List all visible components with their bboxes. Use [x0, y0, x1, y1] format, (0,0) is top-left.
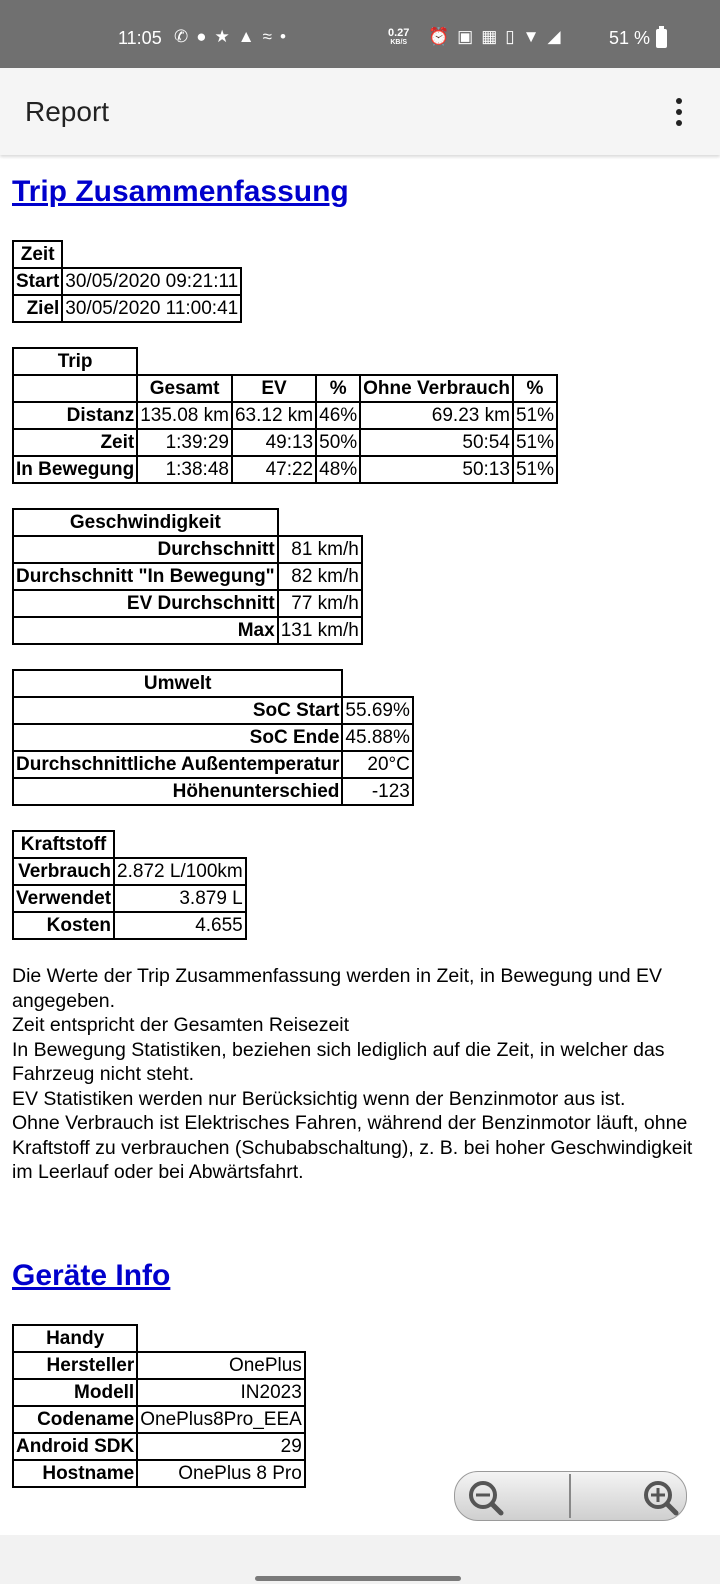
status-time: 11:05	[118, 28, 162, 48]
trip-header: Trip	[13, 348, 137, 375]
table-row: EV Durchschnitt 77 km/h	[13, 590, 362, 617]
environment-header: Umwelt	[13, 670, 342, 697]
status-bar	[0, 0, 720, 68]
table-row: Modell IN2023	[13, 1379, 305, 1406]
zoom-divider	[569, 1474, 571, 1518]
device-header: Handy	[13, 1325, 137, 1352]
battery-icon	[656, 29, 667, 48]
zeit-header: Zeit	[13, 241, 62, 268]
table-row: SoC Start 55.69%	[13, 697, 413, 724]
system-icons	[428, 27, 561, 47]
table-row: Zeit 1:39:29 49:13 50% 50:54 51%	[13, 429, 557, 456]
app-notification-icon: ★	[214, 27, 230, 46]
app-bar	[0, 68, 720, 155]
zeit-table	[12, 240, 242, 323]
environment-table	[12, 669, 414, 806]
table-row: Hostname OnePlus 8 Pro	[13, 1460, 305, 1487]
table-row: Kosten 4.655	[13, 912, 246, 939]
table-row: SoC Ende 45.88%	[13, 724, 413, 751]
table-row: Start 30/05/2020 09:21:11	[13, 268, 241, 295]
notification-icons	[174, 27, 286, 47]
report-content	[12, 175, 712, 1488]
more-notifications-dot-icon: •	[279, 27, 286, 46]
table-row: Max 131 km/h	[13, 617, 362, 644]
table-row: Verbrauch 2.872 L/100km	[13, 858, 246, 885]
alarm-icon: ⏰	[428, 27, 450, 46]
wifi-icon: ▼	[522, 27, 540, 46]
zoom-in-button[interactable]	[572, 1472, 686, 1520]
zoom-controls	[454, 1471, 687, 1521]
table-row: In Bewegung 1:38:48 47:22 48% 50:13 51%	[13, 456, 557, 483]
home-gesture-handle[interactable]	[255, 1576, 461, 1581]
page-title: Report	[25, 96, 110, 127]
network-speed: 0.27 KB/S	[388, 27, 410, 46]
speed-table	[12, 508, 363, 645]
table-row: Ziel 30/05/2020 11:00:41	[13, 295, 241, 322]
table-row: Höhenunterschied -123	[13, 778, 413, 805]
table-row: Durchschnitt 81 km/h	[13, 536, 362, 563]
speed-header: Geschwindigkeit	[13, 509, 278, 536]
table-row: Codename OnePlus8Pro_EEA	[13, 1406, 305, 1433]
zoom-out-button[interactable]	[455, 1472, 569, 1520]
trip-table	[12, 347, 558, 484]
device-table	[12, 1324, 306, 1488]
zoom-out-icon	[455, 1472, 569, 1520]
device-info-heading[interactable]: Geräte Info	[12, 1258, 171, 1292]
fuel-header: Kraftstoff	[13, 831, 114, 858]
whatsapp-icon: ✆	[174, 27, 189, 46]
table-row: Distanz 135.08 km 63.12 km 46% 69.23 km 51%	[13, 402, 557, 429]
table-row: Android SDK 29	[13, 1433, 305, 1460]
table-row: Durchschnitt "In Bewegung" 82 km/h	[13, 563, 362, 590]
table-row: Verwendet 3.879 L	[13, 885, 246, 912]
fuel-table	[12, 830, 247, 940]
zoom-in-icon	[572, 1472, 686, 1520]
vibrate-icon: ▯	[505, 27, 515, 46]
facebook-icon: ●	[196, 27, 207, 46]
trip-summary-description: Die Werte der Trip Zusammenfassung werden in Zeit, in Bewegung und EV angegeben. Zeit entspricht der Gesamten Reisezeit In Bewegung Statistiken, beziehen sich lediglich auf die Zeit, in welcher das Fahrzeug nicht steht. EV Statistiken werden nur Berücksichtig wenn der Benzinmotor aus ist. Ohne Verbrauch ist Elektrisches Fahren, während der Benzinmotor läuft, ohne Kraftstoff zu verbrauchen (Schubabschaltung), z. B. bei hoher Geschwindigkeit im Leerlauf oder bei Abwärtsfahrt.	[12, 965, 693, 1183]
battery-percent: 51 %	[609, 28, 651, 48]
trip-summary-heading[interactable]: Trip Zusammenfassung	[12, 175, 349, 208]
table-row: Hersteller OnePlus	[13, 1352, 305, 1379]
maps-icon: ≈	[262, 27, 272, 46]
nfc-icon: ▣	[457, 27, 474, 46]
warning-icon: ▲	[237, 27, 255, 46]
overflow-menu-icon[interactable]	[676, 98, 682, 126]
table-header-row: Gesamt EV % Ohne Verbrauch %	[13, 375, 557, 402]
volte-icon: ▦	[481, 27, 498, 46]
signal-icon: ◢	[547, 27, 561, 46]
table-row: Durchschnittliche Außentemperatur 20°C	[13, 751, 413, 778]
